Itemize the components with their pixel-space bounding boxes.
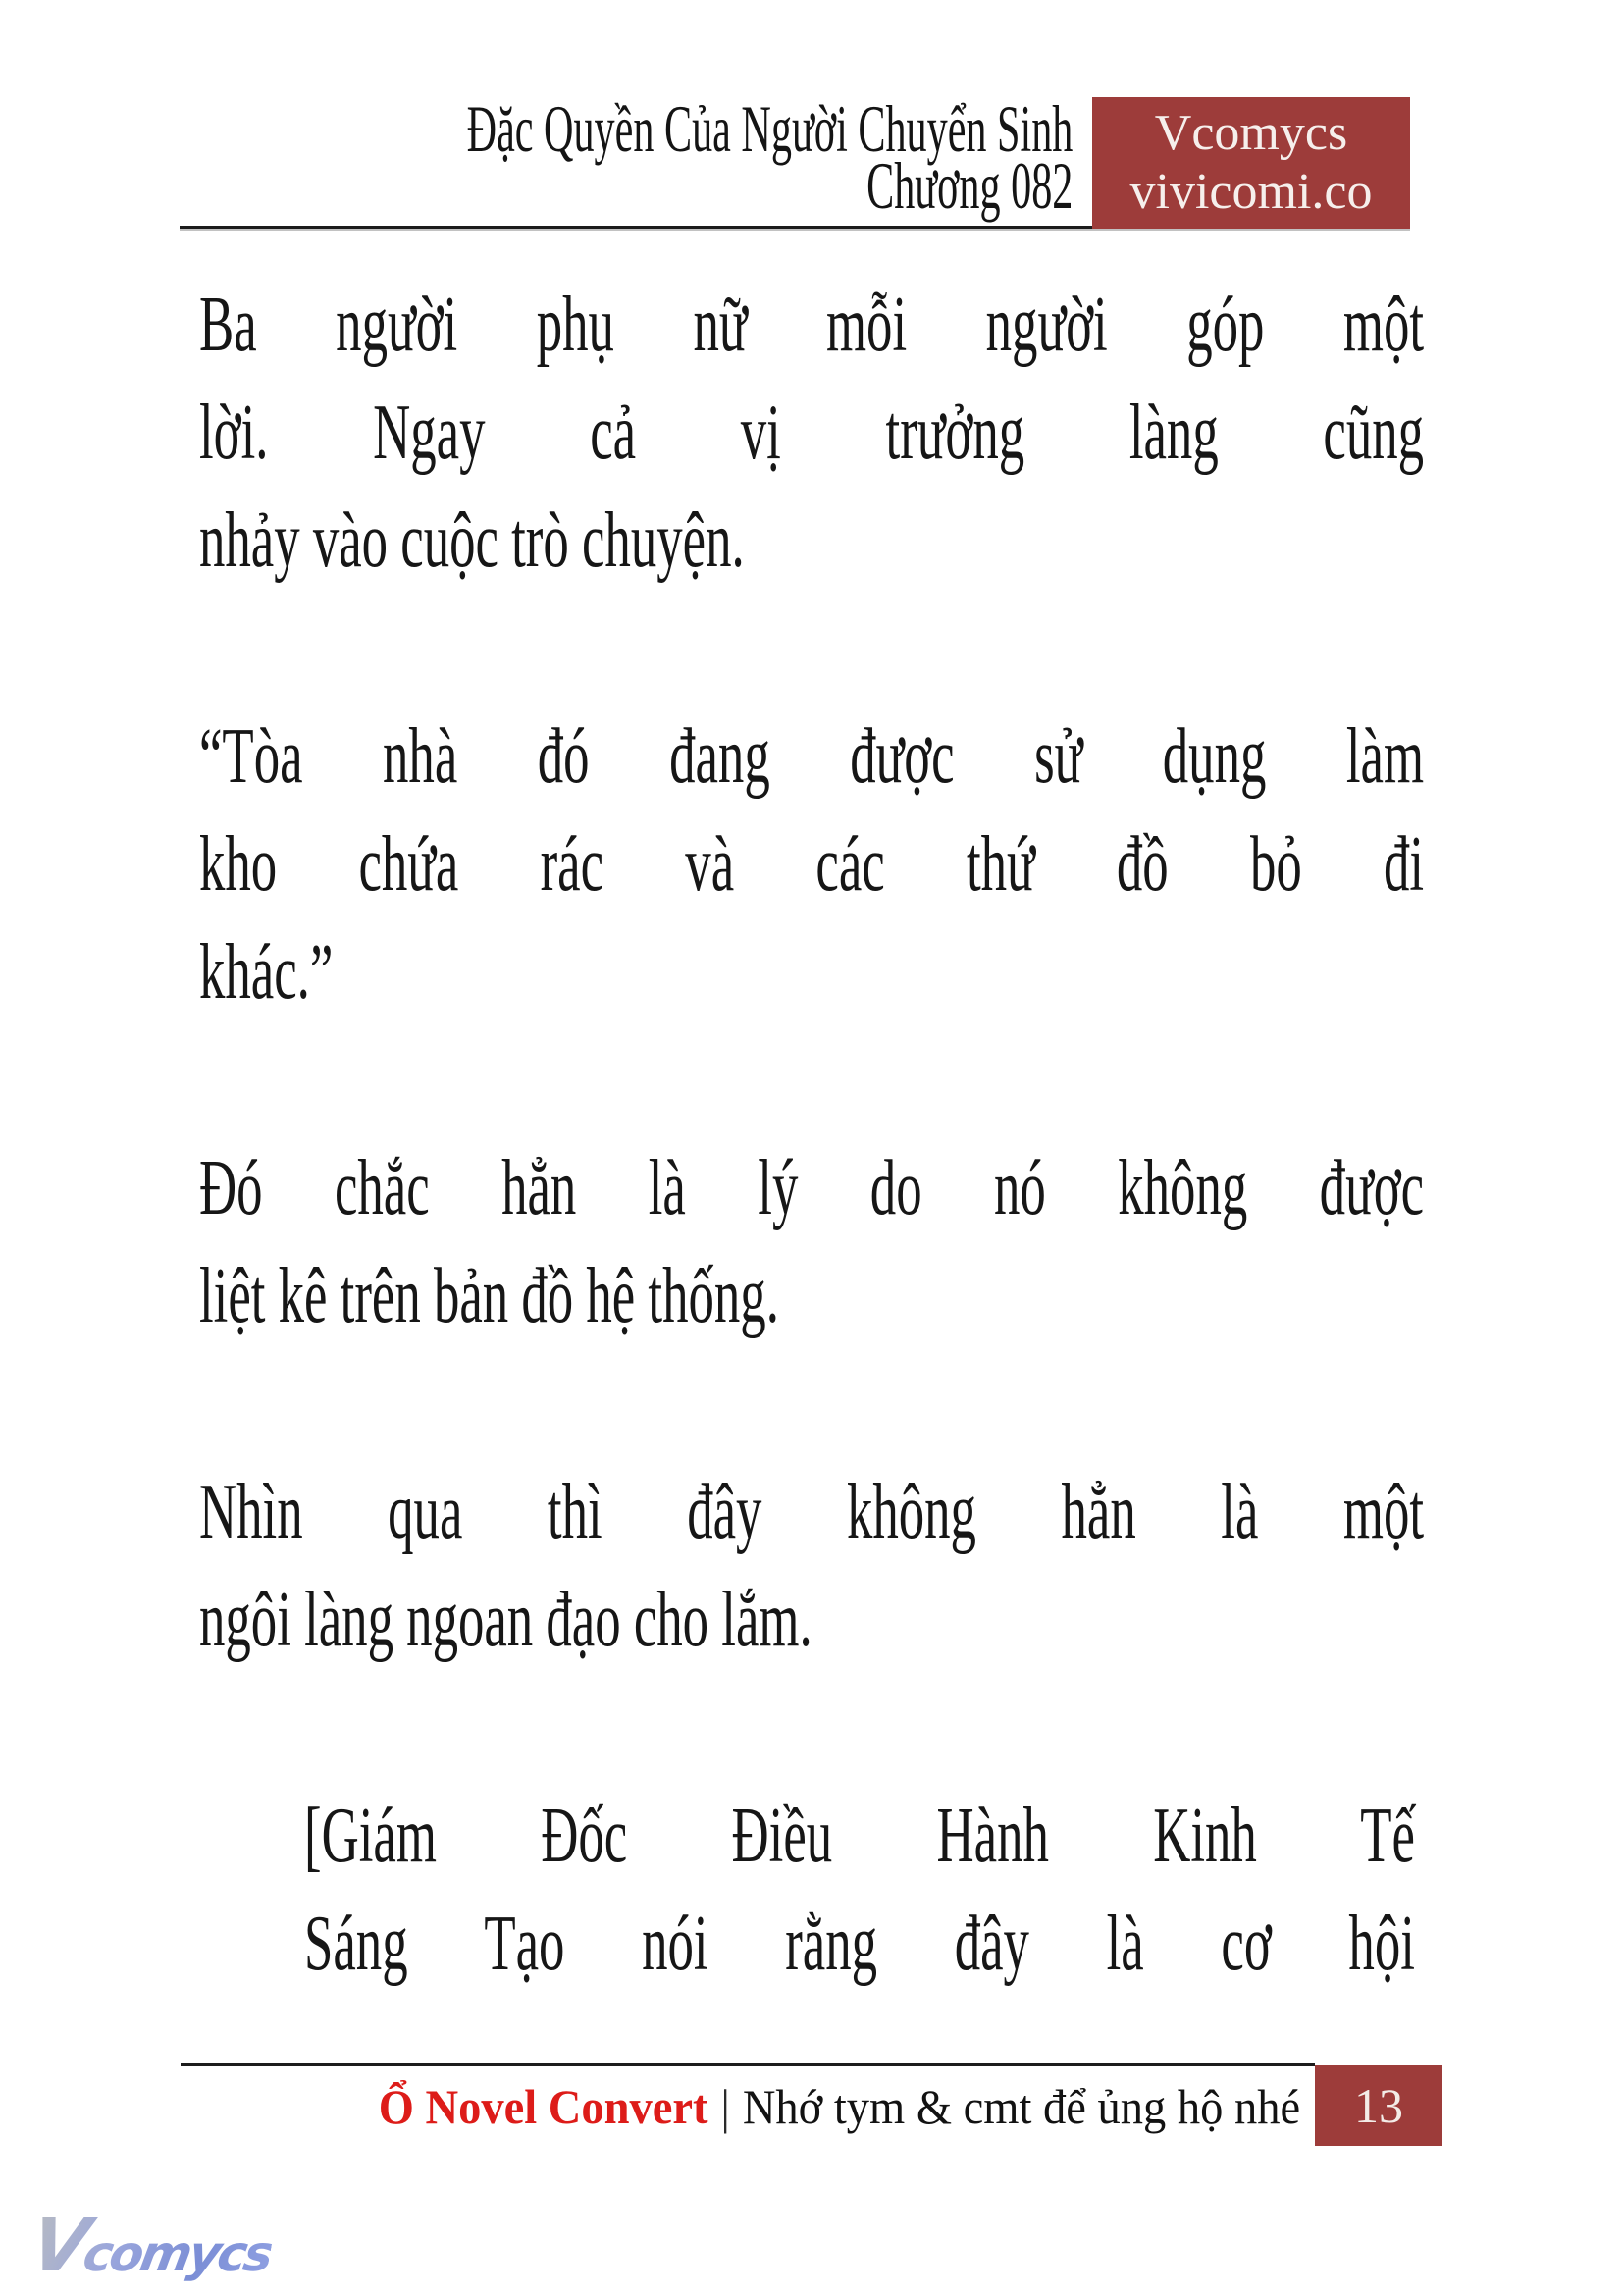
paragraph xyxy=(199,703,1424,1026)
page-number: 13 xyxy=(1354,2078,1403,2133)
body-line: Nhìn qua thì đây không hẳn là một xyxy=(199,1469,1425,1555)
body-line: nhảy vào cuộc trò chuyện. xyxy=(199,497,745,584)
body-line: khác.” xyxy=(199,929,334,1016)
body-text xyxy=(199,271,1424,1998)
title-line-1: Đặc Quyền Của Người Chuyển Sinh xyxy=(466,91,1073,166)
body-line: lời. Ngay cả vị trưởng làng cũng xyxy=(199,390,1425,476)
body-line: Sáng Tạo nói rằng đây là cơ hội xyxy=(304,1901,1415,1987)
footer-brand: Ổ Novel Convert xyxy=(378,2079,708,2134)
body-line: liệt kê trên bản đồ hệ thống. xyxy=(199,1253,779,1339)
watermark-initial: V xyxy=(25,2204,93,2288)
watermark-logo xyxy=(25,2204,279,2290)
paragraph xyxy=(199,1458,1424,1674)
footer-credit xyxy=(379,2066,1300,2147)
body-line: kho chứa rác và các thứ đồ bỏ đi xyxy=(199,821,1425,908)
body-line: Ba người phụ nữ mỗi người góp một xyxy=(199,282,1425,368)
body-line: “Tòa nhà đó đang được sử dụng làm xyxy=(199,713,1425,800)
paragraph xyxy=(199,271,1424,595)
body-line: ngôi làng ngoan đạo cho lắm. xyxy=(199,1577,812,1663)
brand-box-padding xyxy=(1092,97,1410,104)
footer-note: Nhớ tym & cmt để ủng hộ nhé xyxy=(742,2079,1300,2134)
paragraph xyxy=(199,1134,1424,1350)
paragraph-system-quote xyxy=(199,1782,1424,1998)
footer-separator: | xyxy=(720,2079,730,2134)
page-number-box xyxy=(1315,2065,1442,2146)
title-line-2: Chương 082 xyxy=(865,148,1073,223)
brand-box xyxy=(1092,97,1410,229)
body-line: [Giám Đốc Điều Hành Kinh Tế xyxy=(304,1793,1415,1879)
body-line: Đó chắc hẳn là lý do nó không được xyxy=(199,1145,1425,1231)
watermark-rest: comycs xyxy=(79,2225,276,2282)
brand-url: vivicomi.co xyxy=(1129,164,1373,220)
page-title xyxy=(95,91,1073,223)
brand-name: Vcomycs xyxy=(1154,105,1348,161)
